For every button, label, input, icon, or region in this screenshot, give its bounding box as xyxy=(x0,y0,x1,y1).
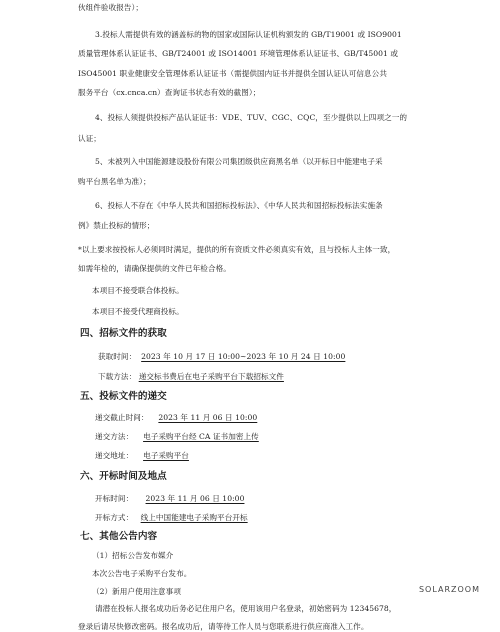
field-label: 下载方法： xyxy=(98,372,137,381)
text-line: 例》禁止投标的情形； xyxy=(78,221,155,230)
section-heading: 六、开标时间及地点 xyxy=(80,471,167,482)
field-label: 获取时间： xyxy=(98,352,137,361)
text-line: 本项目不接受代理商投标。 xyxy=(92,307,184,316)
text-line: 如需年检的，请确保提供的文件已年检合格。 xyxy=(78,264,231,273)
text-line: 伙组件验收报告）； xyxy=(78,3,143,12)
text-line: *以上要求按投标人必须同时满足，提供的所有资质文件必须真实有效，且与投标人主体一致， xyxy=(78,245,396,254)
field-row-obtain-time xyxy=(98,352,345,362)
text-line: 3.投标人需提供有效的涵盖标的物的国家或国际认证机构颁发的 GB/T19001 或 ISO9001 xyxy=(95,30,402,39)
field-value: 电子采购平台 xyxy=(143,451,189,460)
text-line: 质量管理体系认证证书、GB/T24001 或 ISO14001 环境管理体系认证证书、GB/T45001 或 xyxy=(78,49,399,58)
field-row-download xyxy=(98,372,284,382)
field-row-submit-method xyxy=(95,432,259,442)
field-value: 线上中国能建电子采购平台开标 xyxy=(140,513,248,522)
field-row-open-method xyxy=(95,513,248,523)
text-line: 本次公告电子采购平台发布。 xyxy=(92,569,192,578)
text-line: 认证； xyxy=(78,134,101,143)
subheading: （2）新用户使用注意事项 xyxy=(92,587,181,596)
section-heading: 四、招标文件的获取 xyxy=(80,328,167,339)
text-line: 请潜在投标人报名成功后务必记住用户名，使用该用户名登录，初始密码为 12345678， xyxy=(95,604,397,613)
text-line: 登录后请尽快修改密码。报名成功后，请等待工作人员与您联系进行供应商准入工作。 xyxy=(78,622,369,631)
field-row-open-time xyxy=(95,494,244,504)
field-label: 递交截止时间： xyxy=(95,413,149,422)
section-heading: 七、其他公告内容 xyxy=(80,531,158,542)
section-heading: 五、投标文件的递交 xyxy=(80,391,167,402)
field-label: 开标方式： xyxy=(95,513,134,522)
field-label: 开标时间： xyxy=(95,494,134,503)
text-line: 本项目不接受联合体投标。 xyxy=(92,286,184,295)
subheading: （1）招标公告发布媒介 xyxy=(92,551,174,560)
text-line: 6、投标人不存在《中华人民共和国招标投标法》、《中华人民共和国招标投标法实施条 xyxy=(95,201,383,210)
text-line: 购平台黑名单为准）； xyxy=(78,177,151,186)
field-value: 电子采购平台经 CA 证书加密上传 xyxy=(143,432,259,441)
field-value: 2023 年 11 月 06 日 10:00 xyxy=(145,494,245,503)
field-row-submit-place xyxy=(95,451,189,461)
field-value: 2023 年 11 月 06 日 10:00 xyxy=(158,413,258,422)
text-line: ISO45001 职业健康安全管理体系认证证书（需提供国内证书并提供全国认证认可信息公共 xyxy=(78,69,387,78)
watermark: SOLARZOOM xyxy=(418,585,480,594)
field-value: 2023 年 10 月 17 日 10:00~2023 年 10 月 24 日 10:00 xyxy=(141,352,346,361)
field-row-deadline xyxy=(95,413,257,423)
text-line: 5、未被列入中国能源建设股份有限公司集团级供应商黑名单（以开标日中能建电子采 xyxy=(95,157,383,166)
field-label: 递交地址： xyxy=(95,451,134,460)
field-value: 递交标书费后在电子采购平台下载招标文件 xyxy=(138,372,284,381)
text-line: 服务平台（cx.cnca.cn）查询证书状态有效的截图）； xyxy=(78,88,261,97)
text-line: 4、投标人须提供投标产品认证证书：VDE、TUV、CGC、CQC，至少提供以上四项之一的 xyxy=(95,113,408,122)
field-label: 递交方法： xyxy=(95,432,134,441)
